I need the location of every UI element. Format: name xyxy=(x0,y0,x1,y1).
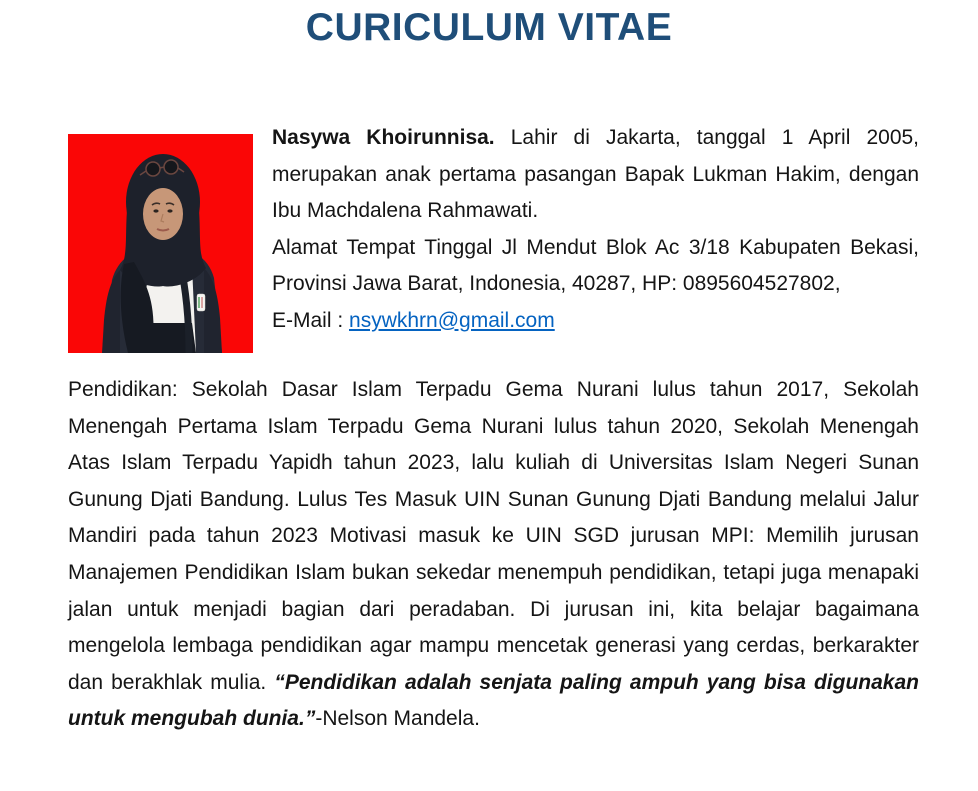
email-label: E-Mail : xyxy=(272,308,350,332)
bio-intro-paragraph xyxy=(272,120,919,230)
profile-photo xyxy=(68,134,253,353)
education-text: Pendidikan: Sekolah Dasar Islam Terpadu Gema Nurani lulus tahun 2017, Sekolah Menengah Pertama Islam Terpadu Gema Nurani lulus tahun 2020, Sekolah Menengah Atas Islam Terpadu Yapidh tahun 2023, lalu kuliah di Universitas Islam Negeri Sunan Gunung Djati Bandung. Lulus Tes Masuk UIN Sunan Gunung Djati Bandung melalui Jalur Mandiri pada tahun 2023 Motivasi masuk ke UIN SGD jurusan MPI: Memilih jurusan Manajemen Pendidikan Islam bukan sekedar menempuh pendidikan, tetapi juga menapaki jalan untuk menjadi bagian dari peradaban. Di jurusan ini, kita belajar bagaimana mengelola lembaga pendidikan agar mampu mencetak generasi yang cerdas, berkarakter dan berakhlak mulia. xyxy=(68,378,919,694)
education-paragraph xyxy=(68,372,919,738)
profile-photo-illustration xyxy=(68,134,253,353)
bio-intro-text: Lahir di Jakarta, tanggal 1 April 2005, merupakan anak pertama pasangan Bapak Lukman Hakim, dengan Ibu Machdalena Rahmawati. xyxy=(272,126,920,222)
quote-text: “Pendidikan adalah senjata paling ampuh yang bisa digunakan untuk mengubah dunia.” xyxy=(68,670,919,731)
blazer-tag xyxy=(197,294,205,311)
bio-email-paragraph xyxy=(272,303,919,340)
bio-address-paragraph: Alamat Tempat Tinggal Jl Mendut Blok Ac 3/18 Kabupaten Bekasi, Provinsi Jawa Barat, Indonesia, 40287, HP: 0895604527802, xyxy=(272,235,919,295)
bio-text-block xyxy=(272,120,919,339)
person-name: Nasywa Khoirunnisa. xyxy=(272,126,495,149)
page-title: CURICULUM VITAE xyxy=(305,6,673,49)
quote-attribution: -Nelson Mandela. xyxy=(315,707,480,731)
email-link[interactable]: nsywkhrn@gmail.com xyxy=(349,308,555,332)
